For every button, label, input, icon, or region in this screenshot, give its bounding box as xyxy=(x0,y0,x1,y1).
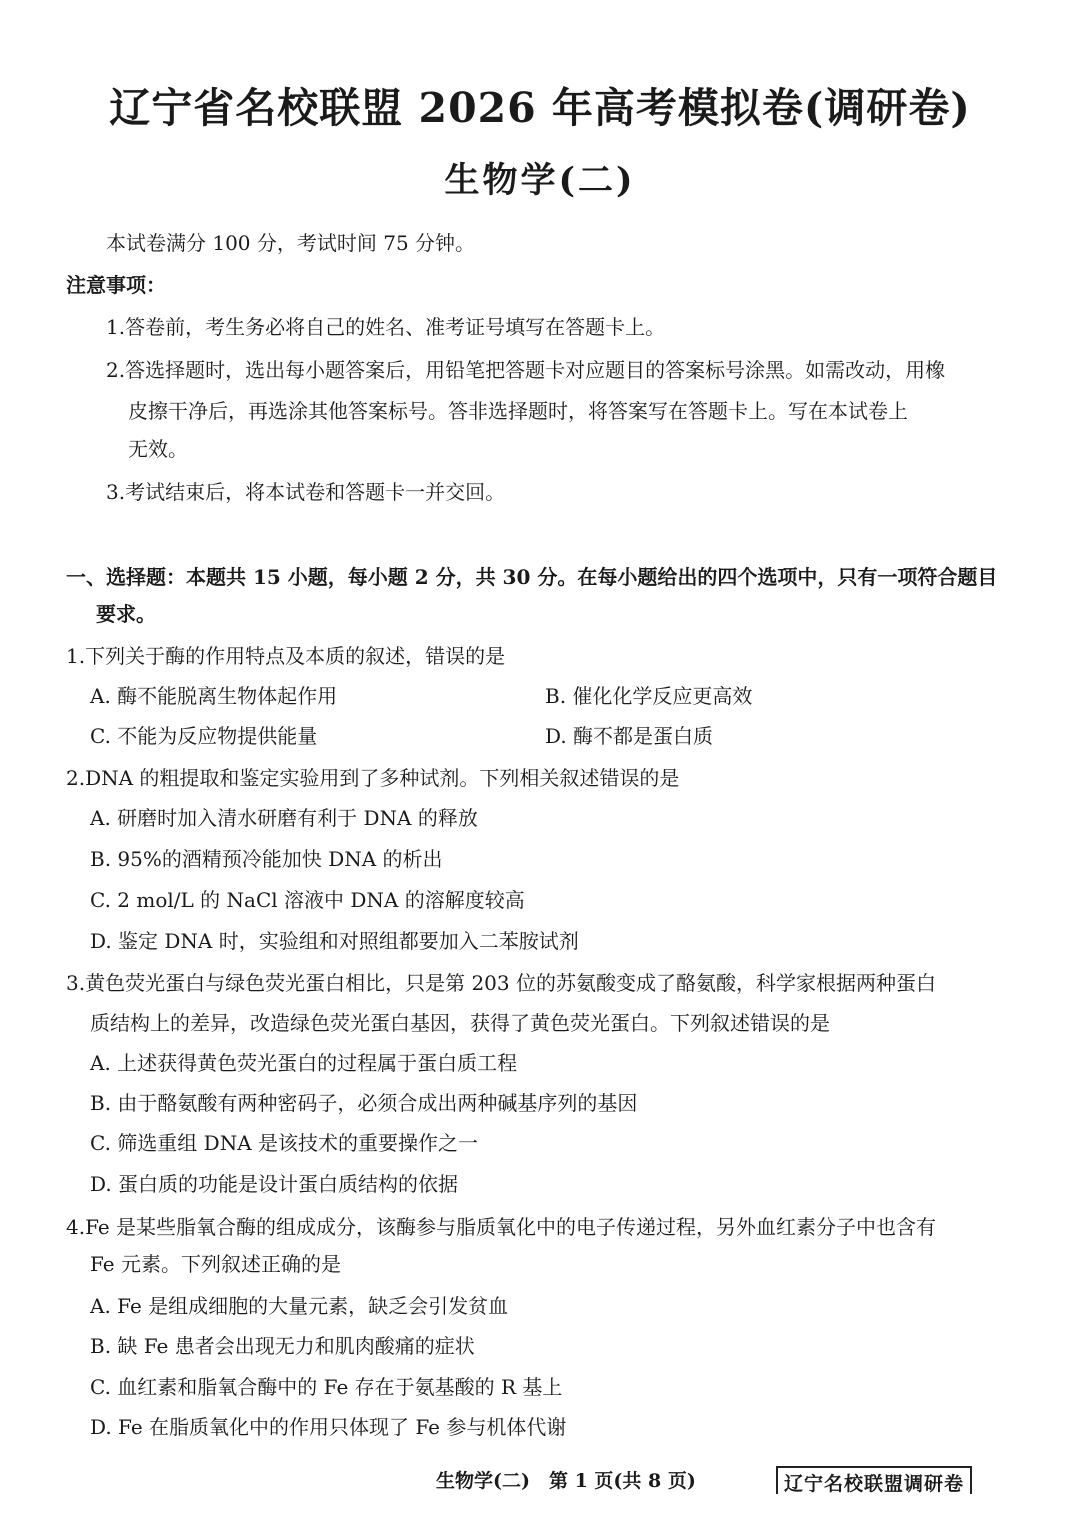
note-item: 无效。 xyxy=(128,437,188,461)
question-option: A. 酶不能脱离生物体起作用 xyxy=(90,684,338,708)
question-stem: 3.黄色荧光蛋白与绿色荧光蛋白相比，只是第 203 位的苏氨酸变成了酪氨酸，科学家根据两种蛋白 xyxy=(66,971,936,995)
note-item: 3.考试结束后，将本试卷和答题卡一并交回。 xyxy=(106,480,506,504)
question-option: A. Fe 是组成细胞的大量元素，缺乏会引发贫血 xyxy=(90,1294,509,1318)
notes-heading: 注意事项： xyxy=(66,273,166,297)
question-option: C. 血红素和脂氧合酶中的 Fe 存在于氨基酸的 R 基上 xyxy=(90,1375,563,1399)
question-option: D. 酶不都是蛋白质 xyxy=(545,724,714,748)
question-option: C. 筛选重组 DNA 是该技术的重要操作之一 xyxy=(90,1131,478,1155)
question-option: A. 研磨时加入清水研磨有利于 DNA 的释放 xyxy=(90,806,478,830)
note-item: 皮擦干净后，再选涂其他答案标号。答非选择题时，将答案写在答题卡上。写在本试卷上 xyxy=(128,399,908,423)
section-heading: 一、选择题：本题共 15 小题，每小题 2 分，共 30 分。在每小题给出的四个选项中，只有一项符合题目 xyxy=(66,565,998,589)
question-stem: 4.Fe 是某些脂氧合酶的组成成分，该酶参与脂质氧化中的电子传递过程，另外血红素分子中也含有 xyxy=(66,1215,937,1239)
question-option: B. 95%的酒精预冷能加快 DNA 的析出 xyxy=(90,847,443,871)
exam-subtitle: 生物学(二) xyxy=(444,160,636,201)
intro-text: 本试卷满分 100 分，考试时间 75 分钟。 xyxy=(106,231,476,255)
exam-title: 辽宁省名校联盟 2026 年高考模拟卷(调研卷) xyxy=(109,84,971,132)
question-option: D. Fe 在脂质氧化中的作用只体现了 Fe 参与机体代谢 xyxy=(90,1415,567,1439)
question-stem: 1.下列关于酶的作用特点及本质的叙述，错误的是 xyxy=(66,644,506,668)
question-option: B. 催化化学反应更高效 xyxy=(545,684,753,708)
question-option: C. 不能为反应物提供能量 xyxy=(90,724,318,748)
question-option: D. 蛋白质的功能是设计蛋白质结构的依据 xyxy=(90,1172,459,1196)
question-option: B. 缺 Fe 患者会出现无力和肌肉酸痛的症状 xyxy=(90,1334,475,1358)
section-heading-cont: 要求。 xyxy=(96,602,156,626)
page-footer: 生物学(二) 第 1 页(共 8 页) xyxy=(436,1470,696,1492)
question-option: B. 由于酪氨酸有两种密码子，必须合成出两种碱基序列的基因 xyxy=(90,1091,638,1115)
question-stem: 2.DNA 的粗提取和鉴定实验用到了多种试剂。下列相关叙述错误的是 xyxy=(66,766,680,790)
note-item: 2.答选择题时，选出每小题答案后，用铅笔把答题卡对应题目的答案标号涂黑。如需改动，用橡 xyxy=(106,358,946,382)
question-stem-cont: 质结构上的差异，改造绿色荧光蛋白基因，获得了黄色荧光蛋白。下列叙述错误的是 xyxy=(90,1011,830,1035)
question-option: A. 上述获得黄色荧光蛋白的过程属于蛋白质工程 xyxy=(90,1051,518,1075)
note-item: 1.答卷前，考生务必将自己的姓名、准考证号填写在答题卡上。 xyxy=(106,315,666,339)
question-option: D. 鉴定 DNA 时，实验组和对照组都要加入二苯胺试剂 xyxy=(90,929,579,953)
question-option: C. 2 mol/L 的 NaCl 溶液中 DNA 的溶解度较高 xyxy=(90,888,525,912)
watermark-stamp: 辽宁名校联盟调研卷 xyxy=(776,1466,972,1494)
question-stem-cont: Fe 元素。下列叙述正确的是 xyxy=(90,1252,341,1276)
